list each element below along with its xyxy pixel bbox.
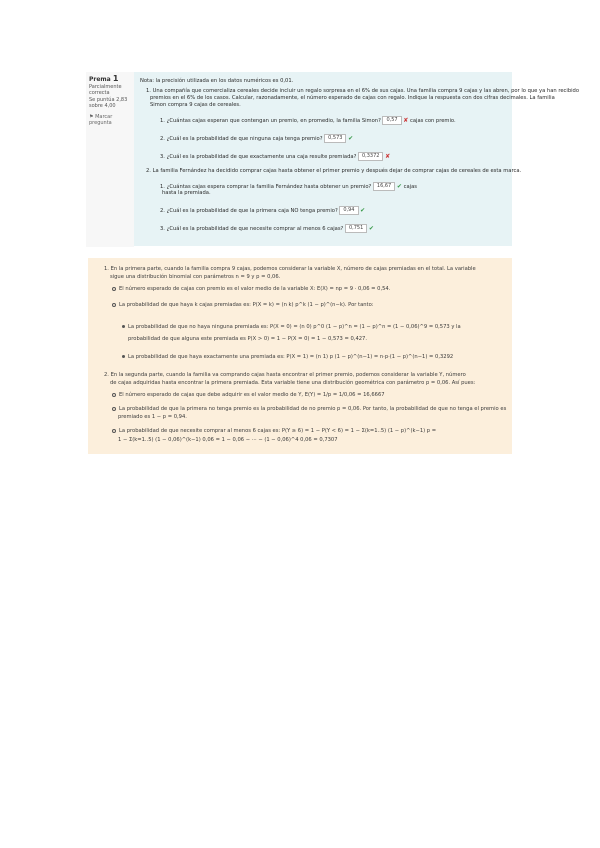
question-score: Se puntúa 2,83 sobre 4,00 [89,96,128,109]
subquestion-4-tail: hasta la premiada. [162,190,211,196]
correct-icon: ✔ [396,183,402,190]
feedback-bullet-expected: El número esperado de cajas con premio es el valor medio de la variable X: E(X) = np = 9 · 0,06 = 0,54. [112,286,390,293]
feedback-line-1: 1. En la primera parte, cuando la familia compra 9 cajas, podemos considerar la variable X, número de cajas premiadas en el total. La variable [104,266,476,272]
correct-icon: ✔ [348,135,354,142]
correct-icon: ✔ [360,207,366,214]
feedback-bullet-first: La probabilidad de que la primera no tenga premio es la probabilidad de no premio p = 0,06. Por tanto, la probabilidad de que no tenga el premio es [112,406,506,413]
question-info-panel [86,72,134,247]
feedback-line-12: premiado es 1 − p = 0,94. [118,414,187,420]
subquestion-4: 1. ¿Cuántas cajas espera comprar la familia Fernández hasta obtener un premio? 16,67 ✔ cajas [160,183,417,190]
intro-line-3: Simon compra 9 cajas de cereales. [150,102,241,108]
bullet-icon [112,407,116,411]
subquestion-2: 2. ¿Cuál es la probabilidad de que ninguna caja tenga premio? 0,573 ✔ [160,135,354,142]
answer-field-4[interactable]: 16,67 [373,182,395,191]
feedback-bullet-binomial: La probabilidad de que haya k cajas premiadas es: P(X = k) = (n k) p^k (1 − p)^(n−k). Por tanto: [112,302,374,309]
bullet-icon [112,303,116,307]
answer-field-1[interactable]: 0,57 [382,116,401,125]
bullet-icon [112,287,116,291]
correct-icon: ✔ [368,225,374,232]
precision-note: Nota: la precisión utilizada en los datos numéricos es 0,01. [140,78,294,84]
feedback-line-6: probabilidad de que alguna este premiada es P(X > 0) = 1 − P(X = 0) = 1 − 0,573 = 0,427. [128,336,367,342]
feedback-line-14: 1 − Σ(k=1..5) (1 − 0,06)^(k−1) 0,06 = 1 − 0,06 − ··· − (1 − 0,06)^4 0,06 = 0,7307 [118,437,338,443]
answer-field-3[interactable]: 0,3372 [358,152,384,161]
incorrect-icon: ✘ [403,117,409,124]
subquestion-6: 3. ¿Cuál es la probabilidad de que necesite comprar al menos 6 cajas? 0,751 ✔ [160,225,374,232]
question-content [134,72,580,246]
general-feedback [88,258,512,454]
subquestion-5: 2. ¿Cuál es la probabilidad de que la primera caja NO tenga premio? 0,94 ✔ [160,207,366,214]
feedback-line-2: sigue una distribución binomial con parámetros n = 9 y p = 0,06. [110,274,281,280]
bullet-icon [112,393,116,397]
flag-question-link[interactable]: ⚑ Marcar pregunta [89,113,113,126]
feedback-bullet-none: La probabilidad de que no haya ninguna premiada es: P(X = 0) = (n 0) p^0 (1 − p)^n = (1 − p)^n = (1 − 0,06)^9 = 0,573 y la [122,324,461,331]
feedback-bullet-one: La probabilidad de que haya exactamente una premiada es: P(X = 1) = (n 1) p (1 − p)^(n−1) = n·p·(1 − p)^(n−1) = 0,3292 [122,354,453,361]
incorrect-icon: ✘ [385,153,391,160]
answer-field-6[interactable]: 0,751 [345,224,367,233]
feedback-bullet-atleast6: La probabilidad de que necesite comprar al menos 6 cajas es: P(Y ≥ 6) = 1 − P(Y < 6) = 1 − Σ(k=1..5) (1 − p)^(k−1) p = [112,428,436,435]
feedback-line-9: de cajas adquiridas hasta encontrar la primera premiada. Esta variable tiene una distribución geométrica con parámetro p = 0,06. Así pues: [110,380,476,386]
answer-field-2[interactable]: 0,573 [324,134,346,143]
intro-line-1: 1. Una compañía que comercializa cereales decide incluir un regalo sorpresa en el 6% de sus cajas. Una familia compra 9 cajas y las abren, por lo que ya han recibido [146,88,580,94]
question-status: Parcialmente correcta [89,83,122,96]
flag-icon: ⚑ [89,113,94,120]
bullet-icon [112,429,116,433]
subquestion-1: 1. ¿Cuántas cajas esperan que contengan un premio, en promedio, la familia Simon? 0,57 ✘ cajas con premio. [160,117,456,124]
part2-intro: 2. La familia Fernández ha decidido comprar cajas hasta obtener el primer premio y después dejar de comprar cajas de cereales de esta marca. [146,168,522,174]
feedback-line-8: 2. En la segunda parte, cuando la familia va comprando cajas hasta encontrar el primer premio, podemos considerar la variable Y, número [104,372,466,378]
answer-field-5[interactable]: 0,94 [339,206,358,215]
feedback-bullet-geom-expected: El número esperado de cajas que debe adquirir es el valor medio de Y, E(Y) = 1/p = 1/0,06 = 16,6667 [112,392,385,399]
subquestion-3: 3. ¿Cuál es la probabilidad de que exactamente una caja resulte premiada? 0,3372 ✘ [160,153,391,160]
bullet-icon [122,355,125,358]
intro-line-2: premios en el 6% de los casos. Calcular, razonadamente, el número esperado de cajas con regalo. Indique la respuesta con dos cifras decimales. La familia [150,95,555,101]
question-number: Prema 1 [89,74,119,83]
bullet-icon [122,325,125,328]
